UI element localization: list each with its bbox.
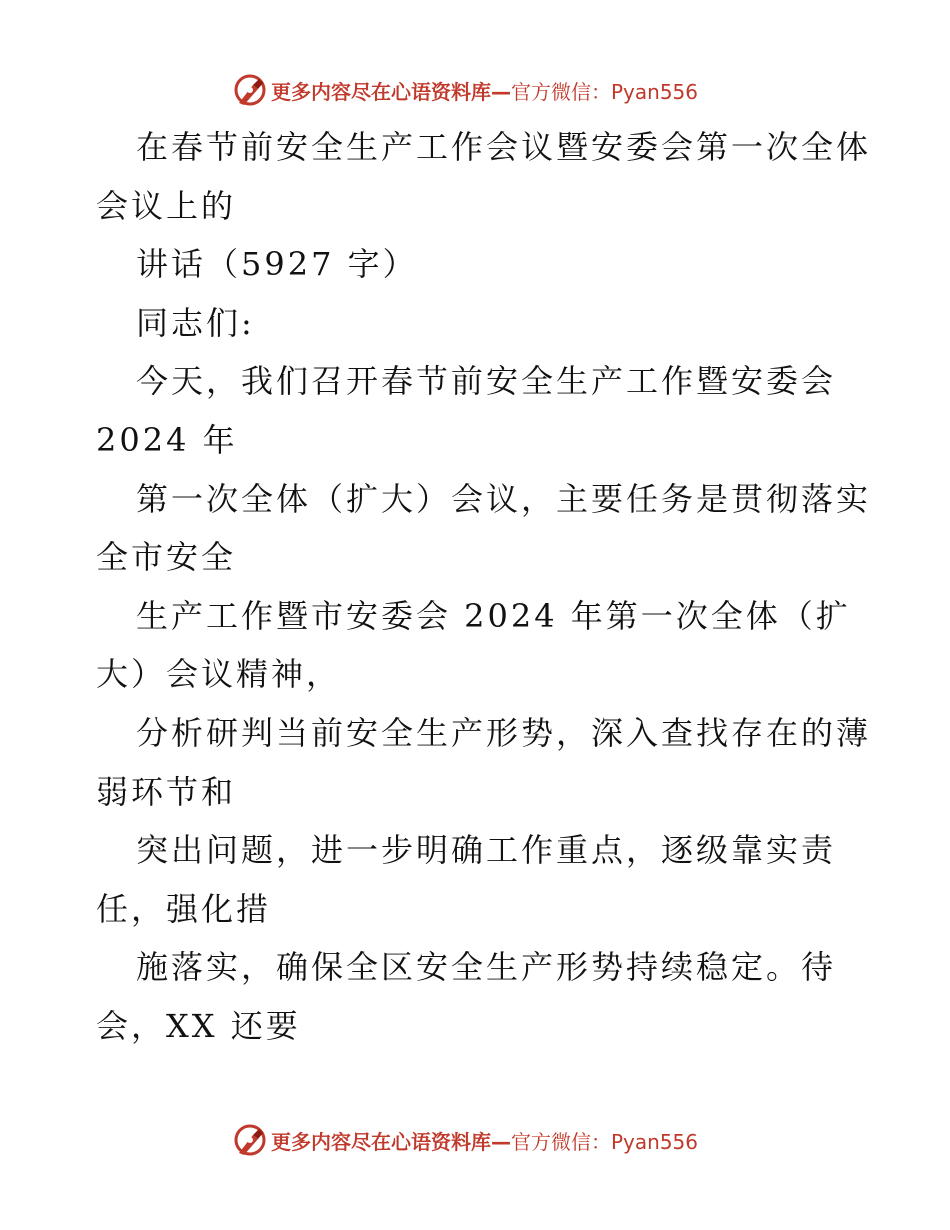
text-line: 分析研判当前安全生产形势，深入查找存在的薄 <box>136 713 872 752</box>
text-line: 任，强化措 <box>96 889 272 928</box>
document-body <box>96 118 872 1056</box>
text-line: 在春节前安全生产工作会议暨安委会第一次全体 <box>136 128 872 166</box>
pen-in-circle-icon <box>233 1123 267 1157</box>
banner-main-text: 更多内容尽在心语资料库— <box>271 79 511 104</box>
text-line: 今天，我们召开春节前安全生产工作暨安委会 <box>136 362 837 401</box>
text-line: 突出问题，进一步明确工作重点，逐级靠实责 <box>136 831 837 870</box>
text-line: 同志们: <box>136 303 255 342</box>
text-line: 2024 年 <box>96 420 238 459</box>
text-line: 施落实，确保全区安全生产形势持续稳定。待 <box>136 948 837 987</box>
text-line: 全市安全 <box>96 538 237 577</box>
text-line: 会议上的 <box>96 186 237 225</box>
text-line: 生产工作暨市安委会 2024 年第一次全体（扩 <box>136 596 851 635</box>
pen-in-circle-icon <box>233 73 267 107</box>
header-banner[interactable] <box>233 72 733 108</box>
banner-text <box>271 1126 698 1155</box>
text-line: 大）会议精神， <box>96 655 342 694</box>
banner-wechat-text: 官方微信：Pyan556 <box>511 1129 699 1154</box>
text-line: 第一次全体（扩大）会议，主要任务是贯彻落实 <box>136 479 872 518</box>
text-line: 弱环节和 <box>96 772 237 811</box>
banner-text <box>271 76 698 105</box>
banner-main-text: 更多内容尽在心语资料库— <box>271 1129 511 1154</box>
banner-wechat-text: 官方微信：Pyan556 <box>511 79 699 104</box>
footer-banner[interactable] <box>233 1122 733 1158</box>
text-line: 讲话（5927 字） <box>136 245 418 284</box>
text-line: 会，XX 还要 <box>96 1006 301 1045</box>
